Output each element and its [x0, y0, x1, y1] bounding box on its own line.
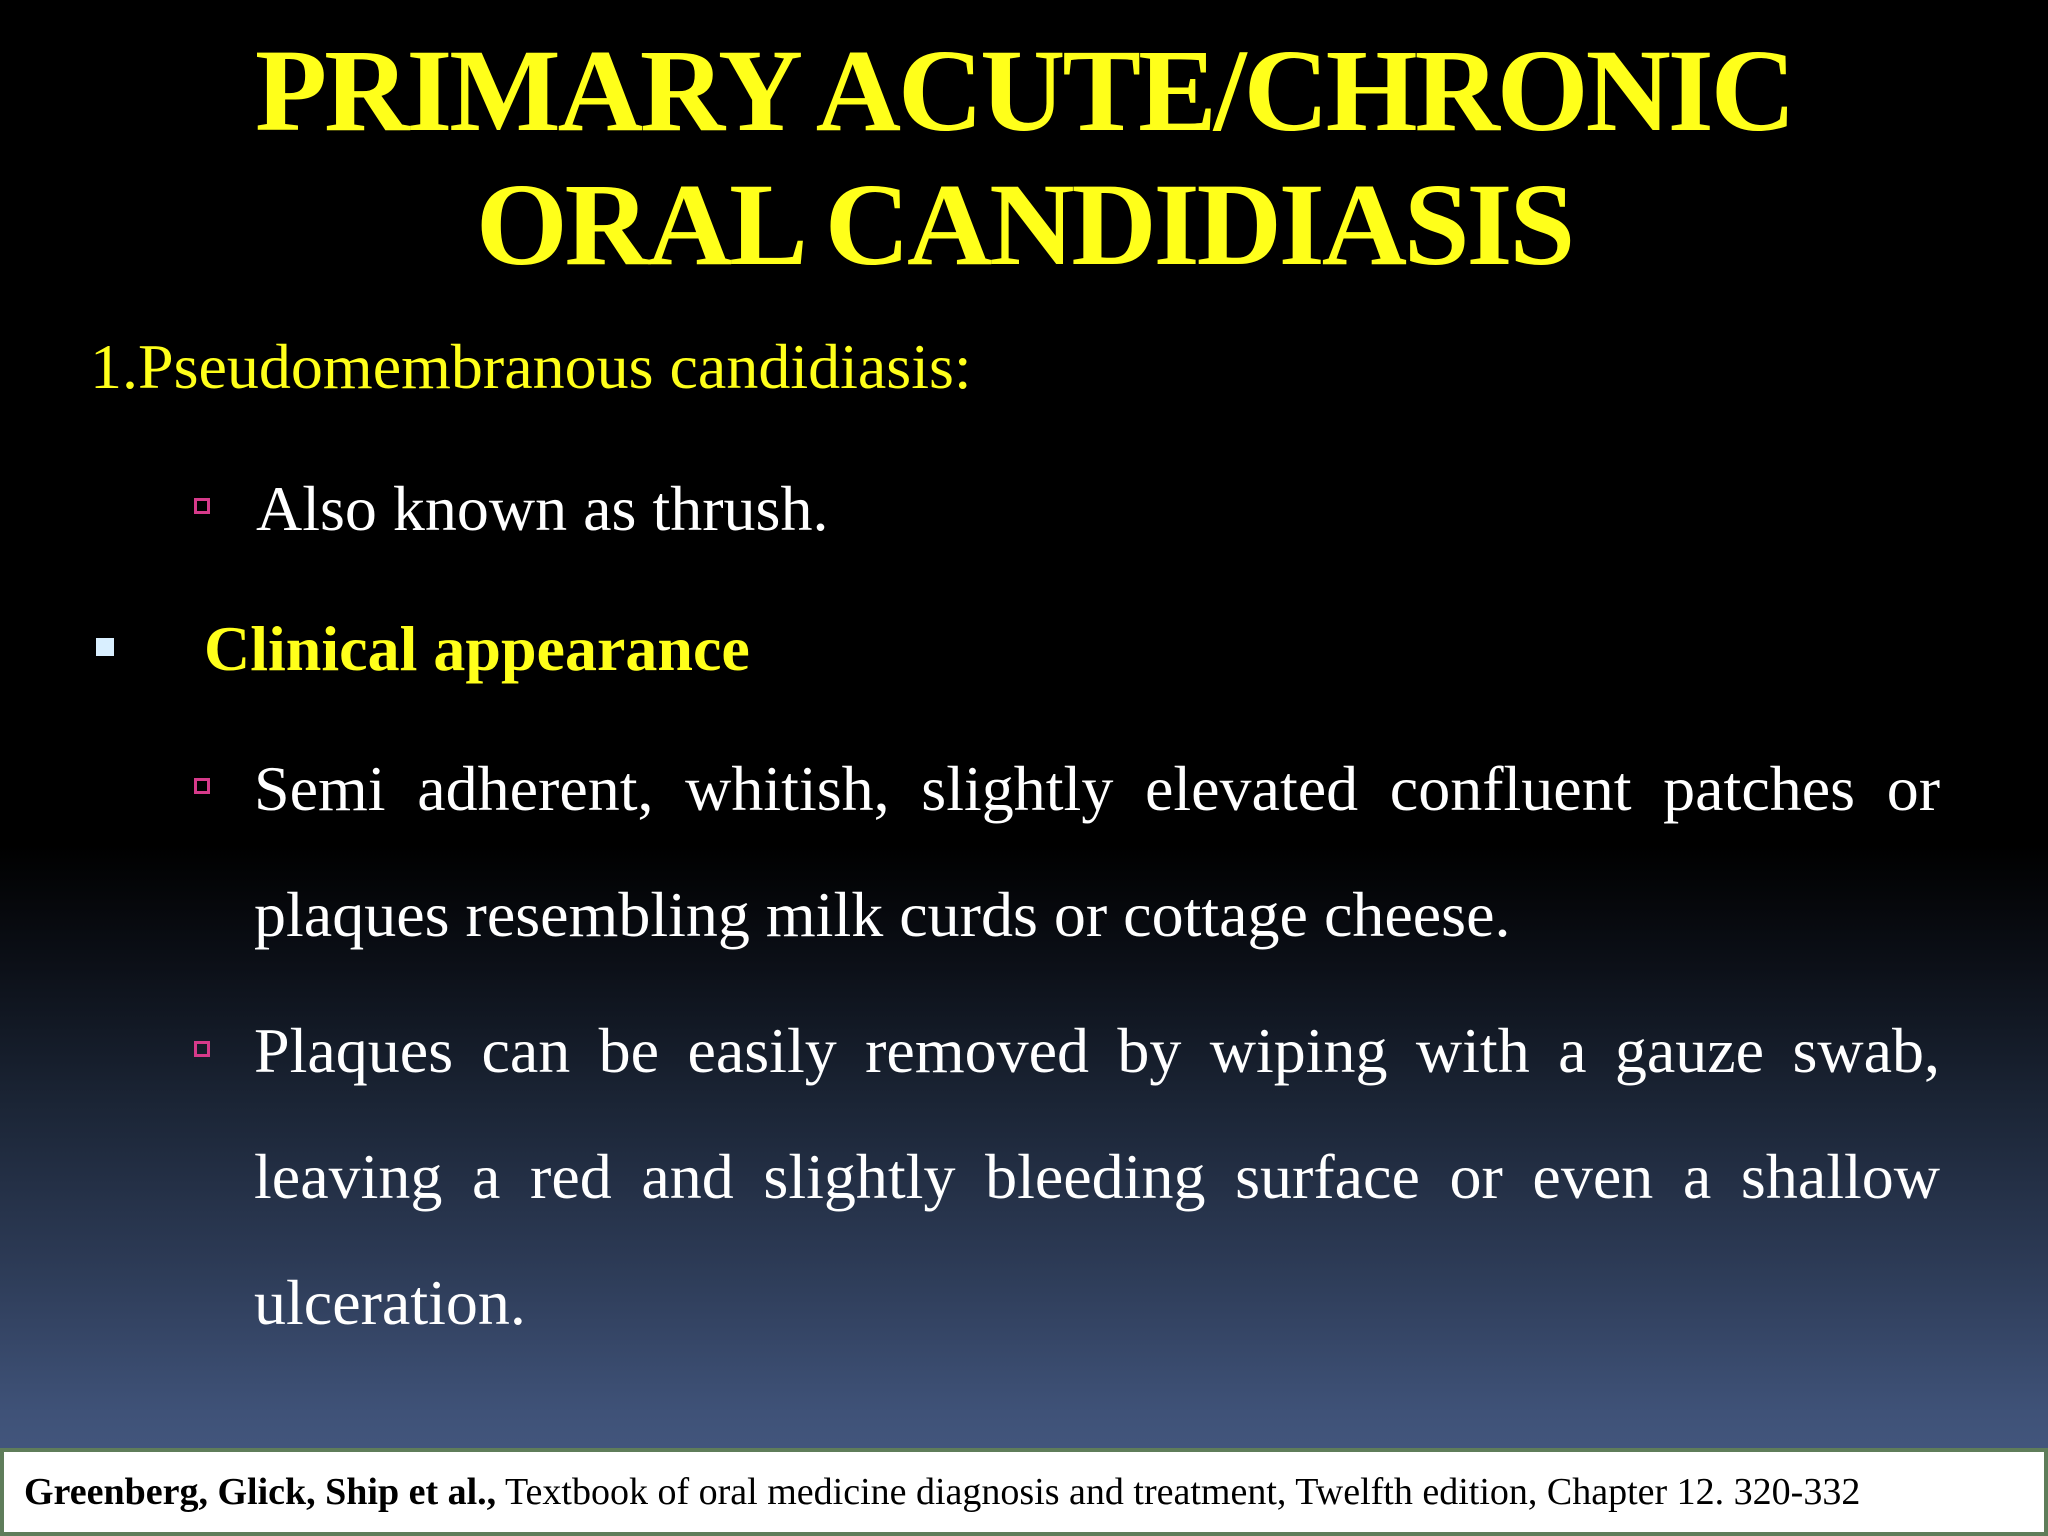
section-heading: 1.Pseudomembranous candidiasis:	[90, 331, 972, 402]
bullet-patches: Semi adherent, whitish, slightly elevated confluent patches or plaques resembling milk curds or cottage cheese.	[254, 753, 1940, 950]
citation-footer	[0, 1448, 2048, 1536]
sub-bullet-marker-icon	[194, 498, 210, 514]
bullet-thrush: Also known as thrush.	[256, 473, 829, 544]
citation-authors: Greenberg, Glick, Ship et al.,	[24, 1471, 497, 1513]
slide-title-line-1: PRIMARY ACUTE/CHRONIC	[255, 25, 1793, 156]
clinical-appearance-label: Clinical appearance	[204, 613, 750, 684]
slide-title-line-2: ORAL CANDIDIASIS	[475, 159, 1573, 290]
slide-title	[0, 24, 2048, 292]
bullet-removal: Plaques can be easily removed by wiping with a gauze swab, leaving a red and slightly bleeding surface or even a shallow ulceration.	[254, 1015, 1940, 1338]
sub-bullet-marker-icon	[194, 1041, 210, 1057]
sub-bullet-marker-icon	[194, 778, 210, 794]
citation-reference: Textbook of oral medicine diagnosis and treatment, Twelfth edition, Chapter 12. 320-332	[496, 1471, 1861, 1513]
main-bullet-marker-icon	[96, 638, 114, 656]
